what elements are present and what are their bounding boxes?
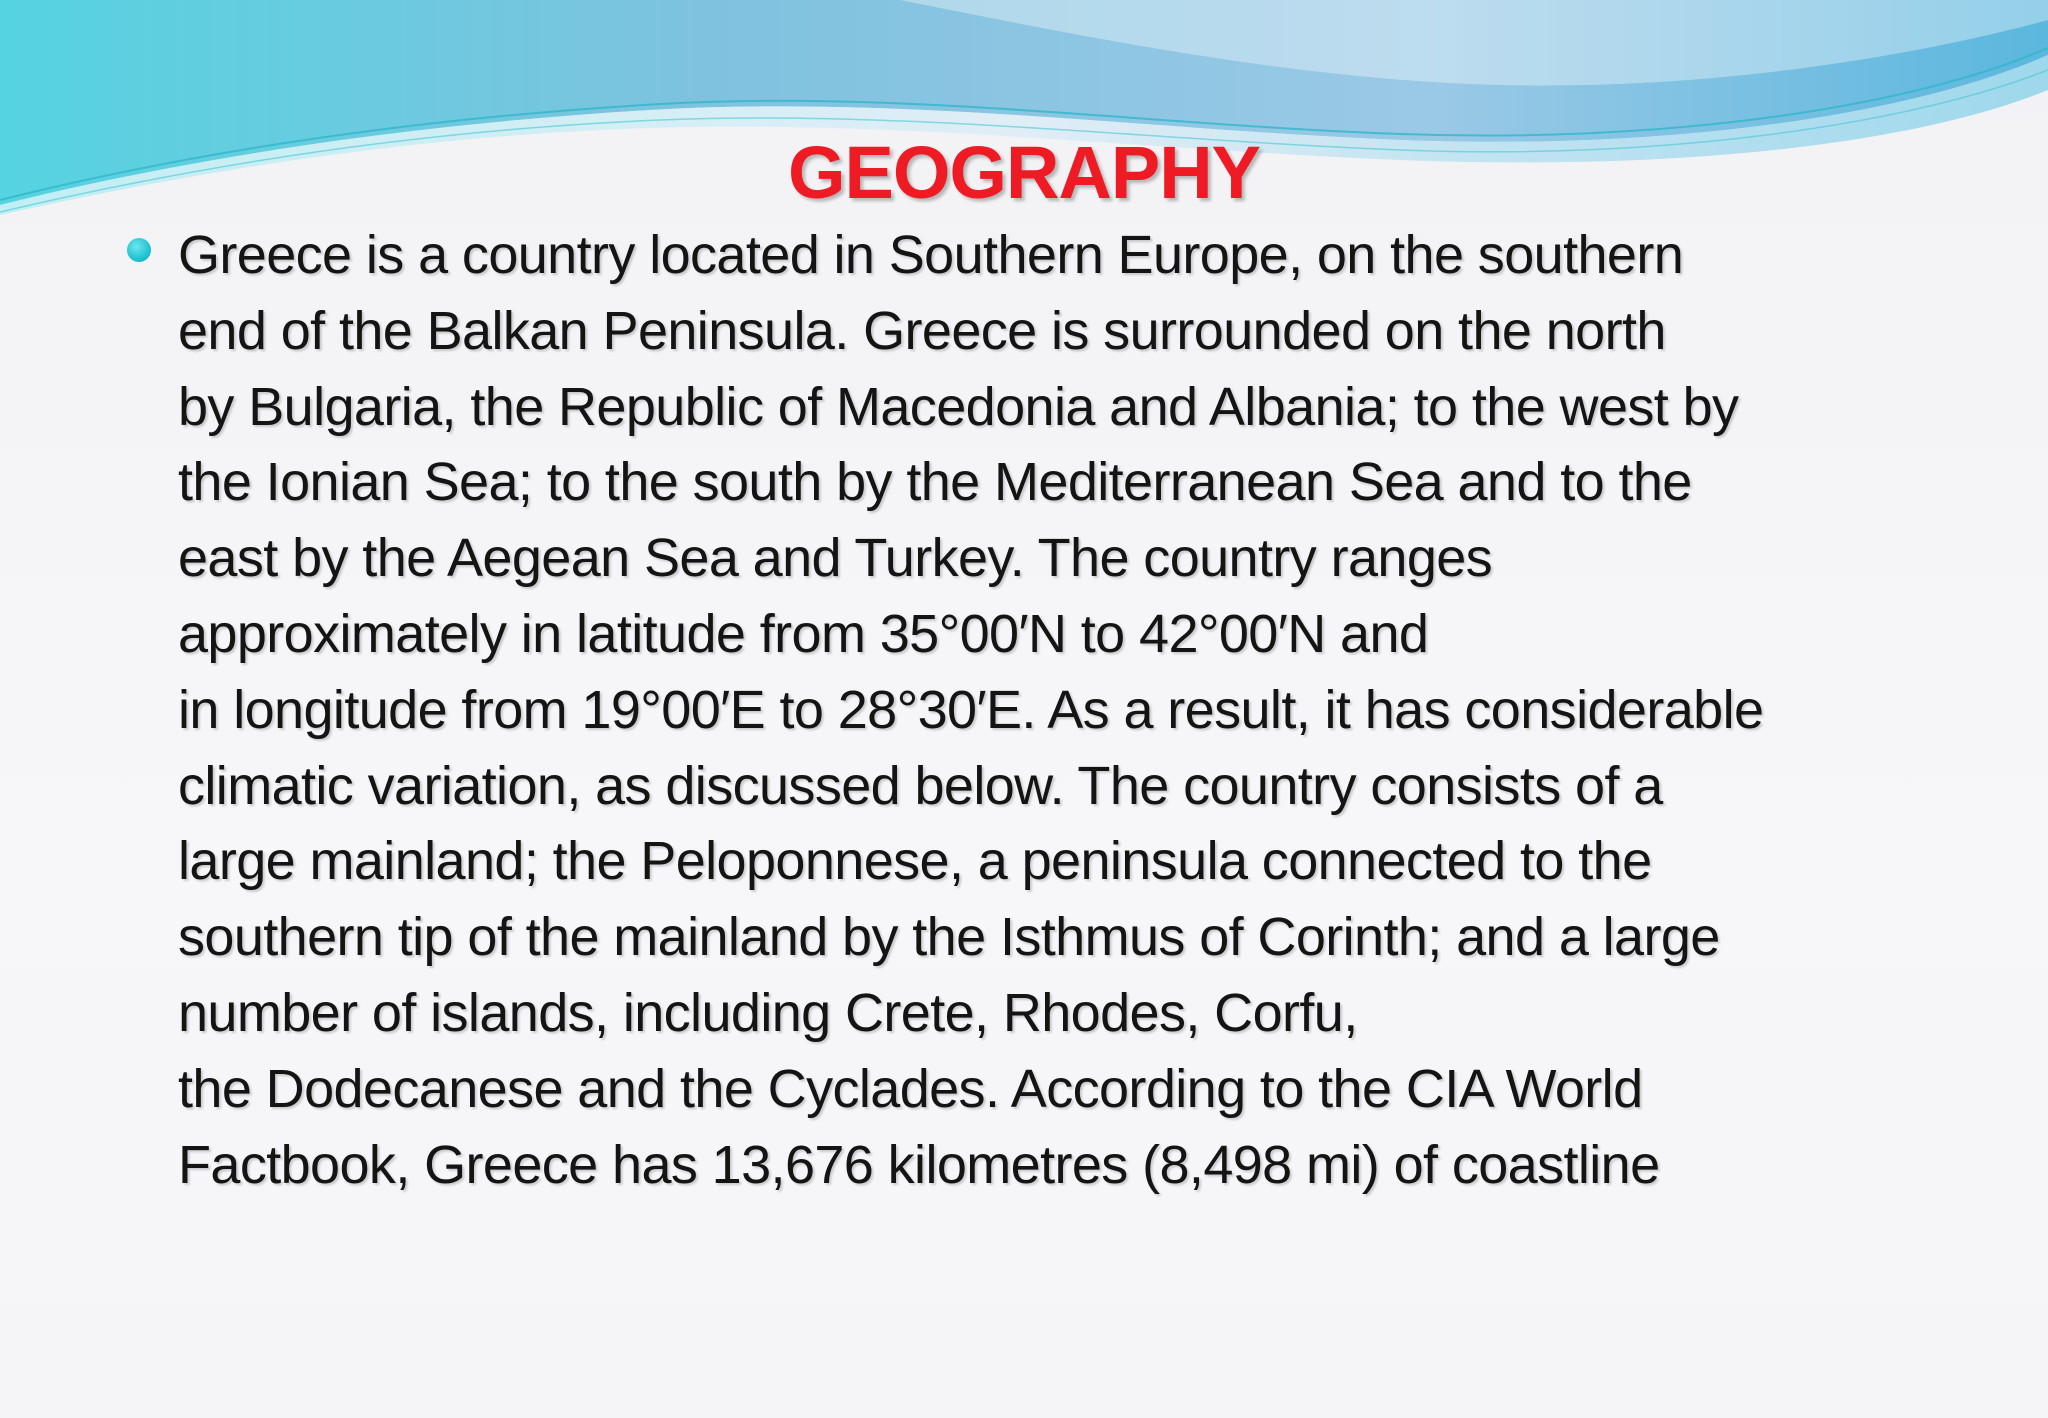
body-paragraph bbox=[178, 218, 1918, 1203]
paragraph-line: by Bulgaria, the Republic of Macedonia and Albania; to the west by bbox=[178, 376, 1739, 437]
paragraph-line: large mainland; the Peloponnese, a peninsula connected to the bbox=[178, 831, 1652, 892]
paragraph-line: east by the Aegean Sea and Turkey. The country ranges bbox=[178, 528, 1493, 589]
paragraph-line: end of the Balkan Peninsula. Greece is surrounded on the north bbox=[178, 300, 1666, 361]
slide-title: GEOGRAPHY bbox=[787, 131, 1261, 214]
paragraph-line: southern tip of the mainland by the Isthmus of Corinth; and a large bbox=[178, 907, 1720, 968]
paragraph-line: climatic variation, as discussed below. The country consists of a bbox=[178, 755, 1663, 816]
paragraph-line: approximately in latitude from 35°00′N to 42°00′N and bbox=[178, 603, 1429, 664]
paragraph-line: Factbook, Greece has 13,676 kilometres (8,498 mi) of coastline bbox=[178, 1134, 1660, 1195]
paragraph-line: the Dodecanese and the Cyclades. According to the CIA World bbox=[178, 1058, 1643, 1119]
paragraph-line: Greece is a country located in Southern Europe, on the southern bbox=[178, 225, 1684, 285]
paragraph-line: number of islands, including Crete, Rhodes, Corfu, bbox=[178, 982, 1358, 1043]
bullet-icon bbox=[127, 238, 151, 262]
paragraph-line: the Ionian Sea; to the south by the Mediterranean Sea and to the bbox=[178, 452, 1692, 513]
paragraph-line: in longitude from 19°00′E to 28°30′E. As a result, it has considerable bbox=[178, 679, 1764, 740]
